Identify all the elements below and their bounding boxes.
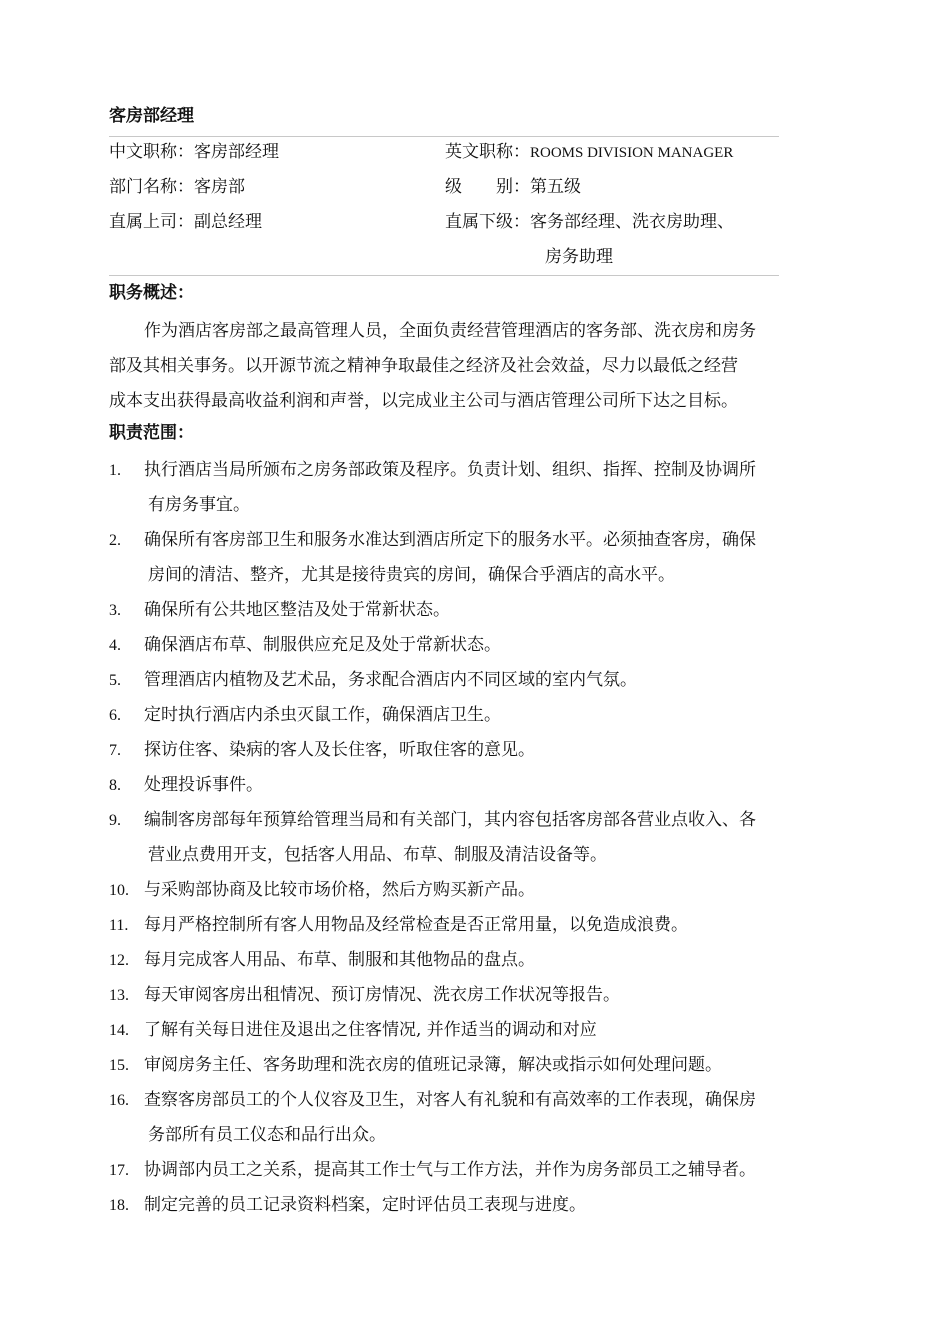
duty-text-line: 审阅房务主任、客务助理和洗衣房的值班记录簿，解决或指示如何处理问题。 <box>144 1055 722 1075</box>
duty-text-line: 协调部内员工之关系，提高其工作士气与工作方法，并作为房务部员工之辅导者。 <box>144 1160 756 1180</box>
superior-label: 直属上司： <box>109 212 194 232</box>
duty-text <box>144 943 839 978</box>
duty-number: 10. <box>109 882 129 899</box>
duty-item <box>109 1048 839 1083</box>
duty-text <box>144 523 839 593</box>
duty-text <box>144 1083 839 1153</box>
duty-number: 9. <box>109 812 121 829</box>
duty-number: 3. <box>109 602 121 619</box>
subordinate-value-line1: 客务部经理、洗衣房助理、 <box>530 212 734 232</box>
duty-number: 6. <box>109 707 121 724</box>
overview-line: 成本支出获得最高收益利润和声誉，以完成业主公司与酒店管理公司所下达之目标。 <box>109 391 738 411</box>
duty-item <box>109 733 839 768</box>
duty-text-line: 制定完善的员工记录资料档案，定时评估员工表现与进度。 <box>144 1195 586 1215</box>
duty-text-line: 有房务事宜。 <box>148 495 250 515</box>
duty-item <box>109 593 839 628</box>
duty-text <box>144 768 839 803</box>
duty-text <box>144 1153 839 1188</box>
duty-item <box>109 873 839 908</box>
department-value: 客房部 <box>194 177 245 197</box>
overview-line: 部及其相关事务。以开源节流之精神争取最佳之经济及社会效益，尽力以最低之经营 <box>109 356 738 376</box>
duty-text <box>144 908 839 943</box>
duty-number: 2. <box>109 532 121 549</box>
en-title-field <box>445 140 733 165</box>
overview-paragraph <box>109 314 834 419</box>
duty-text-line: 管理酒店内植物及艺术品，务求配合酒店内不同区域的室内气氛。 <box>144 670 637 690</box>
duty-list <box>109 453 839 1223</box>
duty-text-line: 每月完成客人用品、布草、制服和其他物品的盘点。 <box>144 950 535 970</box>
duty-text <box>144 453 839 523</box>
duty-number: 16. <box>109 1092 129 1109</box>
duty-item <box>109 663 839 698</box>
duty-text <box>144 698 839 733</box>
duty-number: 7. <box>109 742 121 759</box>
level-label: 级 别： <box>445 177 530 197</box>
duty-text <box>144 1013 839 1048</box>
duty-text-line: 处理投诉事件。 <box>144 775 263 795</box>
duty-item <box>109 768 839 803</box>
document-title: 客房部经理 <box>109 106 194 126</box>
department-field <box>109 175 245 199</box>
en-title-value: ROOMS DIVISION MANAGER <box>530 145 734 161</box>
duty-item <box>109 453 839 523</box>
duty-number: 1. <box>109 462 121 479</box>
level-field <box>445 175 581 199</box>
duty-text <box>144 873 839 908</box>
duty-number: 12. <box>109 952 129 969</box>
duty-number: 14. <box>109 1022 129 1039</box>
duty-item <box>109 1188 839 1223</box>
duty-text-line: 务部所有员工仪态和品行出众。 <box>148 1125 386 1145</box>
duty-number: 15. <box>109 1057 129 1074</box>
duty-text <box>144 733 839 768</box>
duty-item <box>109 978 839 1013</box>
duty-text <box>144 803 839 873</box>
duty-text-line: 确保所有公共地区整洁及处于常新状态。 <box>144 600 450 620</box>
overview-line: 作为酒店客房部之最高管理人员，全面负责经营管理酒店的客务部、洗衣房和房务 <box>144 321 756 341</box>
duty-text-line: 房间的清洁、整齐，尤其是接待贵宾的房间，确保合乎酒店的高水平。 <box>148 565 675 585</box>
duty-text-line: 了解有关每日进住及退出之住客情况, 并作适当的调动和对应 <box>144 1020 597 1040</box>
duty-number: 13. <box>109 987 129 1004</box>
duty-text <box>144 593 839 628</box>
level-value: 第五级 <box>530 177 581 197</box>
table-bottom-rule <box>109 275 779 276</box>
duty-text-line: 每天审阅客房出租情况、预订房情况、洗衣房工作状况等报告。 <box>144 985 620 1005</box>
duty-text <box>144 663 839 698</box>
duty-item <box>109 908 839 943</box>
cn-title-field <box>109 140 279 164</box>
scope-heading: 职责范围： <box>109 423 194 443</box>
duty-text-line: 确保所有客房部卫生和服务水准达到酒店所定下的服务水平。必须抽查客房，确保 <box>144 530 756 550</box>
duty-item <box>109 1083 839 1153</box>
duty-item <box>109 698 839 733</box>
duty-text-line: 查察客房部员工的个人仪容及卫生，对客人有礼貌和有高效率的工作表现，确保房 <box>144 1090 756 1110</box>
duty-item <box>109 1153 839 1188</box>
duty-text <box>144 978 839 1013</box>
duty-number: 4. <box>109 637 121 654</box>
duty-item <box>109 523 839 593</box>
cn-title-label: 中文职称： <box>109 142 194 162</box>
duty-text-line: 确保酒店布草、制服供应充足及处于常新状态。 <box>144 635 501 655</box>
duty-text-line: 与采购部协商及比较市场价格，然后方购买新产品。 <box>144 880 535 900</box>
duty-text-line: 每月严格控制所有客人用物品及经常检查是否正常用量，以免造成浪费。 <box>144 915 688 935</box>
overview-heading: 职务概述： <box>109 283 194 303</box>
cn-title-value: 客房部经理 <box>194 142 279 162</box>
duty-number: 18. <box>109 1197 129 1214</box>
duty-text-line: 执行酒店当局所颁布之房务部政策及程序。负责计划、组织、指挥、控制及协调所 <box>144 460 756 480</box>
table-top-rule <box>109 136 779 137</box>
duty-item <box>109 1013 839 1048</box>
duty-text-line: 定时执行酒店内杀虫灭鼠工作，确保酒店卫生。 <box>144 705 501 725</box>
department-label: 部门名称： <box>109 177 194 197</box>
subordinate-field <box>445 210 734 234</box>
duty-text-line: 编制客房部每年预算给管理当局和有关部门，其内容包括客房部各营业点收入、各 <box>144 810 756 830</box>
subordinate-label: 直属下级： <box>445 212 530 232</box>
subordinate-value-line2: 房务助理 <box>545 247 613 267</box>
duty-number: 11. <box>109 917 129 934</box>
duty-number: 17. <box>109 1162 129 1179</box>
duty-text <box>144 1048 839 1083</box>
duty-item <box>109 803 839 873</box>
superior-field <box>109 210 262 234</box>
duty-text <box>144 1188 839 1223</box>
en-title-label: 英文职称： <box>445 142 530 162</box>
superior-value: 副总经理 <box>194 212 262 232</box>
duty-number: 8. <box>109 777 121 794</box>
duty-text <box>144 628 839 663</box>
duty-item <box>109 628 839 663</box>
duty-text-line: 探访住客、染病的客人及长住客，听取住客的意见。 <box>144 740 535 760</box>
duty-number: 5. <box>109 672 121 689</box>
duty-text-line: 营业点费用开支，包括客人用品、布草、制服及清洁设备等。 <box>148 845 607 865</box>
duty-item <box>109 943 839 978</box>
